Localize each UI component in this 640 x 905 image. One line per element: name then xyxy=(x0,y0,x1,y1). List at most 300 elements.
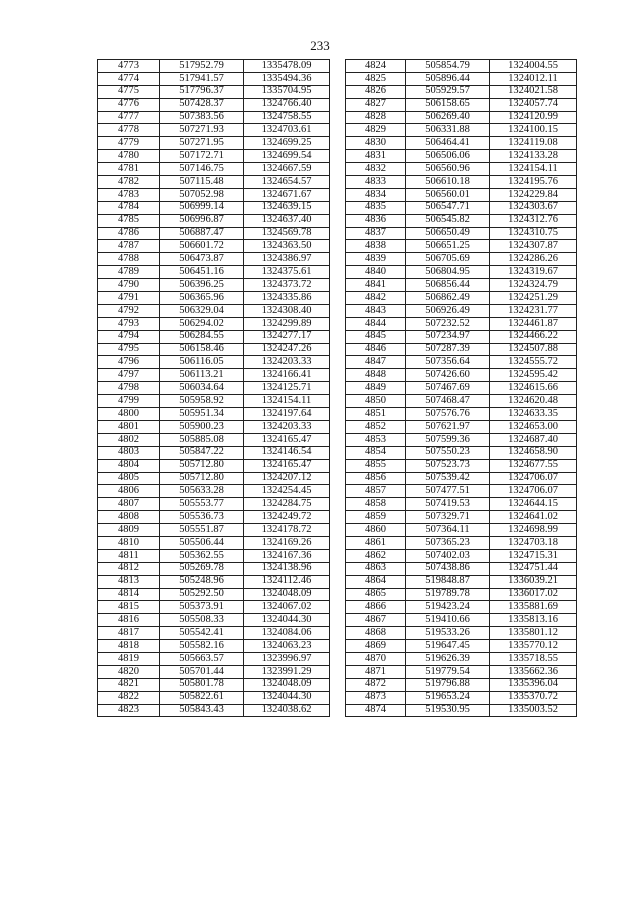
point-number-cell: 4830 xyxy=(346,137,406,150)
table-row xyxy=(98,433,330,446)
y-coordinate-cell: 1324044.30 xyxy=(244,691,330,704)
x-coordinate-cell: 506804.95 xyxy=(406,266,490,279)
table-row xyxy=(98,292,330,305)
table-row xyxy=(98,343,330,356)
table-row xyxy=(346,575,577,588)
y-coordinate-cell: 1324312.76 xyxy=(490,214,577,227)
y-coordinate-cell: 1324641.02 xyxy=(490,511,577,524)
x-coordinate-cell: 505822.61 xyxy=(160,691,244,704)
y-coordinate-cell: 1324038.62 xyxy=(244,704,330,717)
x-coordinate-cell: 505551.87 xyxy=(160,524,244,537)
point-number-cell: 4819 xyxy=(98,652,160,665)
x-coordinate-cell: 507234.97 xyxy=(406,330,490,343)
y-coordinate-cell: 1324247.26 xyxy=(244,343,330,356)
x-coordinate-cell: 505663.57 xyxy=(160,652,244,665)
point-number-cell: 4813 xyxy=(98,575,160,588)
y-coordinate-cell: 1324133.28 xyxy=(490,150,577,163)
x-coordinate-cell: 506396.25 xyxy=(160,279,244,292)
y-coordinate-cell: 1324249.72 xyxy=(244,511,330,524)
y-coordinate-cell: 1335396.04 xyxy=(490,678,577,691)
table-row xyxy=(346,524,577,537)
x-coordinate-cell: 505508.33 xyxy=(160,614,244,627)
x-coordinate-cell: 507383.56 xyxy=(160,111,244,124)
table-row xyxy=(346,459,577,472)
x-coordinate-cell: 507271.93 xyxy=(160,124,244,137)
point-number-cell: 4855 xyxy=(346,459,406,472)
table-row xyxy=(98,111,330,124)
table-row xyxy=(346,640,577,653)
table-row xyxy=(346,665,577,678)
table-row xyxy=(346,240,577,253)
point-number-cell: 4783 xyxy=(98,188,160,201)
point-number-cell: 4837 xyxy=(346,227,406,240)
x-coordinate-cell: 506506.06 xyxy=(406,150,490,163)
x-coordinate-cell: 505553.77 xyxy=(160,498,244,511)
point-number-cell: 4792 xyxy=(98,304,160,317)
y-coordinate-cell: 1324112.46 xyxy=(244,575,330,588)
y-coordinate-cell: 1324063.23 xyxy=(244,640,330,653)
table-row xyxy=(98,317,330,330)
point-number-cell: 4791 xyxy=(98,292,160,305)
y-coordinate-cell: 1324004.55 xyxy=(490,60,577,73)
table-row xyxy=(98,627,330,640)
x-coordinate-cell: 505582.16 xyxy=(160,640,244,653)
point-number-cell: 4857 xyxy=(346,485,406,498)
y-coordinate-cell: 1324166.41 xyxy=(244,369,330,382)
x-coordinate-cell: 507468.47 xyxy=(406,395,490,408)
point-number-cell: 4777 xyxy=(98,111,160,124)
x-coordinate-cell: 507419.53 xyxy=(406,498,490,511)
x-coordinate-cell: 505847.22 xyxy=(160,446,244,459)
x-coordinate-cell: 506269.40 xyxy=(406,111,490,124)
table-row xyxy=(346,446,577,459)
x-coordinate-cell: 517941.57 xyxy=(160,72,244,85)
x-coordinate-cell: 507402.03 xyxy=(406,549,490,562)
point-number-cell: 4805 xyxy=(98,472,160,485)
point-number-cell: 4859 xyxy=(346,511,406,524)
table-row xyxy=(346,420,577,433)
x-coordinate-cell: 505248.96 xyxy=(160,575,244,588)
table-row xyxy=(98,459,330,472)
point-number-cell: 4831 xyxy=(346,150,406,163)
point-number-cell: 4786 xyxy=(98,227,160,240)
point-number-cell: 4782 xyxy=(98,176,160,189)
y-coordinate-cell: 1324637.40 xyxy=(244,214,330,227)
y-coordinate-cell: 1324671.67 xyxy=(244,188,330,201)
point-number-cell: 4823 xyxy=(98,704,160,717)
x-coordinate-cell: 505373.91 xyxy=(160,601,244,614)
y-coordinate-cell: 1335813.16 xyxy=(490,614,577,627)
table-row xyxy=(98,524,330,537)
y-coordinate-cell: 1324615.66 xyxy=(490,382,577,395)
x-coordinate-cell: 506545.82 xyxy=(406,214,490,227)
point-number-cell: 4804 xyxy=(98,459,160,472)
y-coordinate-cell: 1335718.55 xyxy=(490,652,577,665)
x-coordinate-cell: 517796.37 xyxy=(160,85,244,98)
table-row xyxy=(346,485,577,498)
y-coordinate-cell: 1323991.29 xyxy=(244,665,330,678)
y-coordinate-cell: 1324667.59 xyxy=(244,163,330,176)
x-coordinate-cell: 505701.44 xyxy=(160,665,244,678)
y-coordinate-cell: 1324125.71 xyxy=(244,382,330,395)
point-number-cell: 4841 xyxy=(346,279,406,292)
x-coordinate-cell: 519848.87 xyxy=(406,575,490,588)
x-coordinate-cell: 506113.21 xyxy=(160,369,244,382)
point-number-cell: 4807 xyxy=(98,498,160,511)
y-coordinate-cell: 1324057.74 xyxy=(490,98,577,111)
y-coordinate-cell: 1324231.77 xyxy=(490,304,577,317)
point-number-cell: 4820 xyxy=(98,665,160,678)
y-coordinate-cell: 1324373.72 xyxy=(244,279,330,292)
table-row xyxy=(346,176,577,189)
point-number-cell: 4802 xyxy=(98,433,160,446)
y-coordinate-cell: 1335704.95 xyxy=(244,85,330,98)
x-coordinate-cell: 505958.92 xyxy=(160,395,244,408)
y-coordinate-cell: 1324048.09 xyxy=(244,588,330,601)
point-number-cell: 4781 xyxy=(98,163,160,176)
y-coordinate-cell: 1324703.61 xyxy=(244,124,330,137)
point-number-cell: 4789 xyxy=(98,266,160,279)
table-row xyxy=(346,472,577,485)
point-number-cell: 4806 xyxy=(98,485,160,498)
y-coordinate-cell: 1335494.36 xyxy=(244,72,330,85)
point-number-cell: 4796 xyxy=(98,356,160,369)
y-coordinate-cell: 1324165.47 xyxy=(244,433,330,446)
table-row xyxy=(98,188,330,201)
y-coordinate-cell: 1324084.06 xyxy=(244,627,330,640)
y-coordinate-cell: 1324461.87 xyxy=(490,317,577,330)
table-row xyxy=(98,562,330,575)
x-coordinate-cell: 507550.23 xyxy=(406,446,490,459)
point-number-cell: 4856 xyxy=(346,472,406,485)
x-coordinate-cell: 505854.79 xyxy=(406,60,490,73)
y-coordinate-cell: 1324677.55 xyxy=(490,459,577,472)
table-row xyxy=(98,420,330,433)
table-row xyxy=(98,511,330,524)
x-coordinate-cell: 507467.69 xyxy=(406,382,490,395)
table-row xyxy=(98,395,330,408)
point-number-cell: 4853 xyxy=(346,433,406,446)
point-number-cell: 4873 xyxy=(346,691,406,704)
table-row xyxy=(98,614,330,627)
x-coordinate-cell: 505506.44 xyxy=(160,536,244,549)
point-number-cell: 4795 xyxy=(98,343,160,356)
table-row xyxy=(98,266,330,279)
y-coordinate-cell: 1324048.09 xyxy=(244,678,330,691)
point-number-cell: 4867 xyxy=(346,614,406,627)
table-row xyxy=(98,549,330,562)
x-coordinate-cell: 506999.14 xyxy=(160,201,244,214)
y-coordinate-cell: 1324284.75 xyxy=(244,498,330,511)
x-coordinate-cell: 507287.39 xyxy=(406,343,490,356)
y-coordinate-cell: 1324165.47 xyxy=(244,459,330,472)
x-coordinate-cell: 506294.02 xyxy=(160,317,244,330)
table-row xyxy=(98,446,330,459)
x-coordinate-cell: 507365.23 xyxy=(406,536,490,549)
y-coordinate-cell: 1324751.44 xyxy=(490,562,577,575)
point-number-cell: 4843 xyxy=(346,304,406,317)
y-coordinate-cell: 1324286.26 xyxy=(490,253,577,266)
x-coordinate-cell: 505712.80 xyxy=(160,472,244,485)
table-row xyxy=(346,356,577,369)
point-number-cell: 4825 xyxy=(346,72,406,85)
point-number-cell: 4868 xyxy=(346,627,406,640)
x-coordinate-cell: 507621.97 xyxy=(406,420,490,433)
table-row xyxy=(98,369,330,382)
left-coordinate-table xyxy=(97,59,330,717)
y-coordinate-cell: 1324633.35 xyxy=(490,408,577,421)
point-number-cell: 4811 xyxy=(98,549,160,562)
x-coordinate-cell: 519530.95 xyxy=(406,704,490,717)
point-number-cell: 4776 xyxy=(98,98,160,111)
x-coordinate-cell: 506651.25 xyxy=(406,240,490,253)
point-number-cell: 4861 xyxy=(346,536,406,549)
table-row xyxy=(98,536,330,549)
table-row xyxy=(346,343,577,356)
point-number-cell: 4835 xyxy=(346,201,406,214)
y-coordinate-cell: 1335003.52 xyxy=(490,704,577,717)
point-number-cell: 4808 xyxy=(98,511,160,524)
y-coordinate-cell: 1324167.36 xyxy=(244,549,330,562)
y-coordinate-cell: 1324703.18 xyxy=(490,536,577,549)
x-coordinate-cell: 506650.49 xyxy=(406,227,490,240)
x-coordinate-cell: 507428.37 xyxy=(160,98,244,111)
table-row xyxy=(346,150,577,163)
point-number-cell: 4775 xyxy=(98,85,160,98)
x-coordinate-cell: 506473.87 xyxy=(160,253,244,266)
table-row xyxy=(346,601,577,614)
point-number-cell: 4799 xyxy=(98,395,160,408)
y-coordinate-cell: 1324119.08 xyxy=(490,137,577,150)
point-number-cell: 4839 xyxy=(346,253,406,266)
x-coordinate-cell: 506034.64 xyxy=(160,382,244,395)
y-coordinate-cell: 1336017.02 xyxy=(490,588,577,601)
y-coordinate-cell: 1324654.57 xyxy=(244,176,330,189)
y-coordinate-cell: 1324203.33 xyxy=(244,356,330,369)
point-number-cell: 4810 xyxy=(98,536,160,549)
x-coordinate-cell: 517952.79 xyxy=(160,60,244,73)
x-coordinate-cell: 519779.54 xyxy=(406,665,490,678)
y-coordinate-cell: 1324067.02 xyxy=(244,601,330,614)
y-coordinate-cell: 1336039.21 xyxy=(490,575,577,588)
table-row xyxy=(346,253,577,266)
table-row xyxy=(346,588,577,601)
table-row xyxy=(346,562,577,575)
x-coordinate-cell: 506926.49 xyxy=(406,304,490,317)
point-number-cell: 4842 xyxy=(346,292,406,305)
table-row xyxy=(98,304,330,317)
y-coordinate-cell: 1324195.76 xyxy=(490,176,577,189)
table-row xyxy=(346,304,577,317)
y-coordinate-cell: 1335370.72 xyxy=(490,691,577,704)
y-coordinate-cell: 1335662.36 xyxy=(490,665,577,678)
table-row xyxy=(346,691,577,704)
x-coordinate-cell: 505362.55 xyxy=(160,549,244,562)
x-coordinate-cell: 519789.78 xyxy=(406,588,490,601)
table-row xyxy=(98,640,330,653)
x-coordinate-cell: 506705.69 xyxy=(406,253,490,266)
point-number-cell: 4787 xyxy=(98,240,160,253)
y-coordinate-cell: 1324595.42 xyxy=(490,369,577,382)
y-coordinate-cell: 1324154.11 xyxy=(490,163,577,176)
table-row xyxy=(98,691,330,704)
x-coordinate-cell: 506451.16 xyxy=(160,266,244,279)
point-number-cell: 4816 xyxy=(98,614,160,627)
y-coordinate-cell: 1324363.50 xyxy=(244,240,330,253)
x-coordinate-cell: 506560.01 xyxy=(406,188,490,201)
x-coordinate-cell: 505542.41 xyxy=(160,627,244,640)
x-coordinate-cell: 505929.57 xyxy=(406,85,490,98)
point-number-cell: 4852 xyxy=(346,420,406,433)
y-coordinate-cell: 1324254.45 xyxy=(244,485,330,498)
point-number-cell: 4817 xyxy=(98,627,160,640)
table-row xyxy=(98,72,330,85)
point-number-cell: 4871 xyxy=(346,665,406,678)
x-coordinate-cell: 506887.47 xyxy=(160,227,244,240)
y-coordinate-cell: 1324303.67 xyxy=(490,201,577,214)
point-number-cell: 4801 xyxy=(98,420,160,433)
point-number-cell: 4834 xyxy=(346,188,406,201)
table-row xyxy=(98,124,330,137)
y-coordinate-cell: 1324644.15 xyxy=(490,498,577,511)
table-row xyxy=(346,227,577,240)
x-coordinate-cell: 505536.73 xyxy=(160,511,244,524)
x-coordinate-cell: 506365.96 xyxy=(160,292,244,305)
x-coordinate-cell: 519647.45 xyxy=(406,640,490,653)
point-number-cell: 4821 xyxy=(98,678,160,691)
point-number-cell: 4866 xyxy=(346,601,406,614)
table-row xyxy=(346,408,577,421)
table-row xyxy=(346,511,577,524)
table-row xyxy=(346,188,577,201)
point-number-cell: 4849 xyxy=(346,382,406,395)
y-coordinate-cell: 1324766.40 xyxy=(244,98,330,111)
y-coordinate-cell: 1324154.11 xyxy=(244,395,330,408)
x-coordinate-cell: 505885.08 xyxy=(160,433,244,446)
y-coordinate-cell: 1324307.87 xyxy=(490,240,577,253)
y-coordinate-cell: 1324658.90 xyxy=(490,446,577,459)
table-row xyxy=(346,498,577,511)
point-number-cell: 4824 xyxy=(346,60,406,73)
x-coordinate-cell: 507364.11 xyxy=(406,524,490,537)
table-row xyxy=(98,678,330,691)
point-number-cell: 4774 xyxy=(98,72,160,85)
y-coordinate-cell: 1324197.64 xyxy=(244,408,330,421)
point-number-cell: 4863 xyxy=(346,562,406,575)
x-coordinate-cell: 506158.65 xyxy=(406,98,490,111)
x-coordinate-cell: 507426.60 xyxy=(406,369,490,382)
table-row xyxy=(98,85,330,98)
point-number-cell: 4794 xyxy=(98,330,160,343)
table-row xyxy=(346,292,577,305)
x-coordinate-cell: 505951.34 xyxy=(160,408,244,421)
y-coordinate-cell: 1324308.40 xyxy=(244,304,330,317)
x-coordinate-cell: 507052.98 xyxy=(160,188,244,201)
x-coordinate-cell: 506601.72 xyxy=(160,240,244,253)
point-number-cell: 4864 xyxy=(346,575,406,588)
x-coordinate-cell: 507146.75 xyxy=(160,163,244,176)
table-row xyxy=(346,111,577,124)
table-row xyxy=(98,652,330,665)
y-coordinate-cell: 1324319.67 xyxy=(490,266,577,279)
right-coordinate-table xyxy=(345,59,577,717)
table-row xyxy=(346,60,577,73)
x-coordinate-cell: 506284.55 xyxy=(160,330,244,343)
x-coordinate-cell: 507115.48 xyxy=(160,176,244,189)
x-coordinate-cell: 507329.71 xyxy=(406,511,490,524)
point-number-cell: 4818 xyxy=(98,640,160,653)
point-number-cell: 4872 xyxy=(346,678,406,691)
point-number-cell: 4784 xyxy=(98,201,160,214)
y-coordinate-cell: 1324310.75 xyxy=(490,227,577,240)
point-number-cell: 4829 xyxy=(346,124,406,137)
y-coordinate-cell: 1324335.86 xyxy=(244,292,330,305)
y-coordinate-cell: 1324699.25 xyxy=(244,137,330,150)
point-number-cell: 4826 xyxy=(346,85,406,98)
point-number-cell: 4845 xyxy=(346,330,406,343)
table-row xyxy=(98,498,330,511)
point-number-cell: 4822 xyxy=(98,691,160,704)
x-coordinate-cell: 519796.88 xyxy=(406,678,490,691)
point-number-cell: 4779 xyxy=(98,137,160,150)
x-coordinate-cell: 505292.50 xyxy=(160,588,244,601)
y-coordinate-cell: 1324203.33 xyxy=(244,420,330,433)
point-number-cell: 4836 xyxy=(346,214,406,227)
x-coordinate-cell: 507599.36 xyxy=(406,433,490,446)
point-number-cell: 4865 xyxy=(346,588,406,601)
x-coordinate-cell: 507539.42 xyxy=(406,472,490,485)
x-coordinate-cell: 506610.18 xyxy=(406,176,490,189)
table-row xyxy=(346,201,577,214)
y-coordinate-cell: 1324169.26 xyxy=(244,536,330,549)
y-coordinate-cell: 1324507.88 xyxy=(490,343,577,356)
x-coordinate-cell: 507356.64 xyxy=(406,356,490,369)
point-number-cell: 4833 xyxy=(346,176,406,189)
table-row xyxy=(346,678,577,691)
x-coordinate-cell: 505633.28 xyxy=(160,485,244,498)
y-coordinate-cell: 1324251.29 xyxy=(490,292,577,305)
x-coordinate-cell: 506547.71 xyxy=(406,201,490,214)
table-row xyxy=(346,627,577,640)
point-number-cell: 4854 xyxy=(346,446,406,459)
x-coordinate-cell: 507172.71 xyxy=(160,150,244,163)
y-coordinate-cell: 1324120.99 xyxy=(490,111,577,124)
point-number-cell: 4851 xyxy=(346,408,406,421)
point-number-cell: 4840 xyxy=(346,266,406,279)
y-coordinate-cell: 1324044.30 xyxy=(244,614,330,627)
point-number-cell: 4870 xyxy=(346,652,406,665)
table-row xyxy=(346,395,577,408)
table-row xyxy=(346,536,577,549)
y-coordinate-cell: 1324100.15 xyxy=(490,124,577,137)
x-coordinate-cell: 506862.49 xyxy=(406,292,490,305)
table-row xyxy=(98,588,330,601)
x-coordinate-cell: 519653.24 xyxy=(406,691,490,704)
page-number: 233 xyxy=(310,38,330,53)
table-row xyxy=(346,382,577,395)
point-number-cell: 4773 xyxy=(98,60,160,73)
y-coordinate-cell: 1324138.96 xyxy=(244,562,330,575)
point-number-cell: 4828 xyxy=(346,111,406,124)
point-number-cell: 4827 xyxy=(346,98,406,111)
y-coordinate-cell: 1324569.78 xyxy=(244,227,330,240)
point-number-cell: 4785 xyxy=(98,214,160,227)
table-row xyxy=(98,601,330,614)
x-coordinate-cell: 506158.46 xyxy=(160,343,244,356)
point-number-cell: 4874 xyxy=(346,704,406,717)
table-row xyxy=(98,150,330,163)
table-row xyxy=(98,227,330,240)
